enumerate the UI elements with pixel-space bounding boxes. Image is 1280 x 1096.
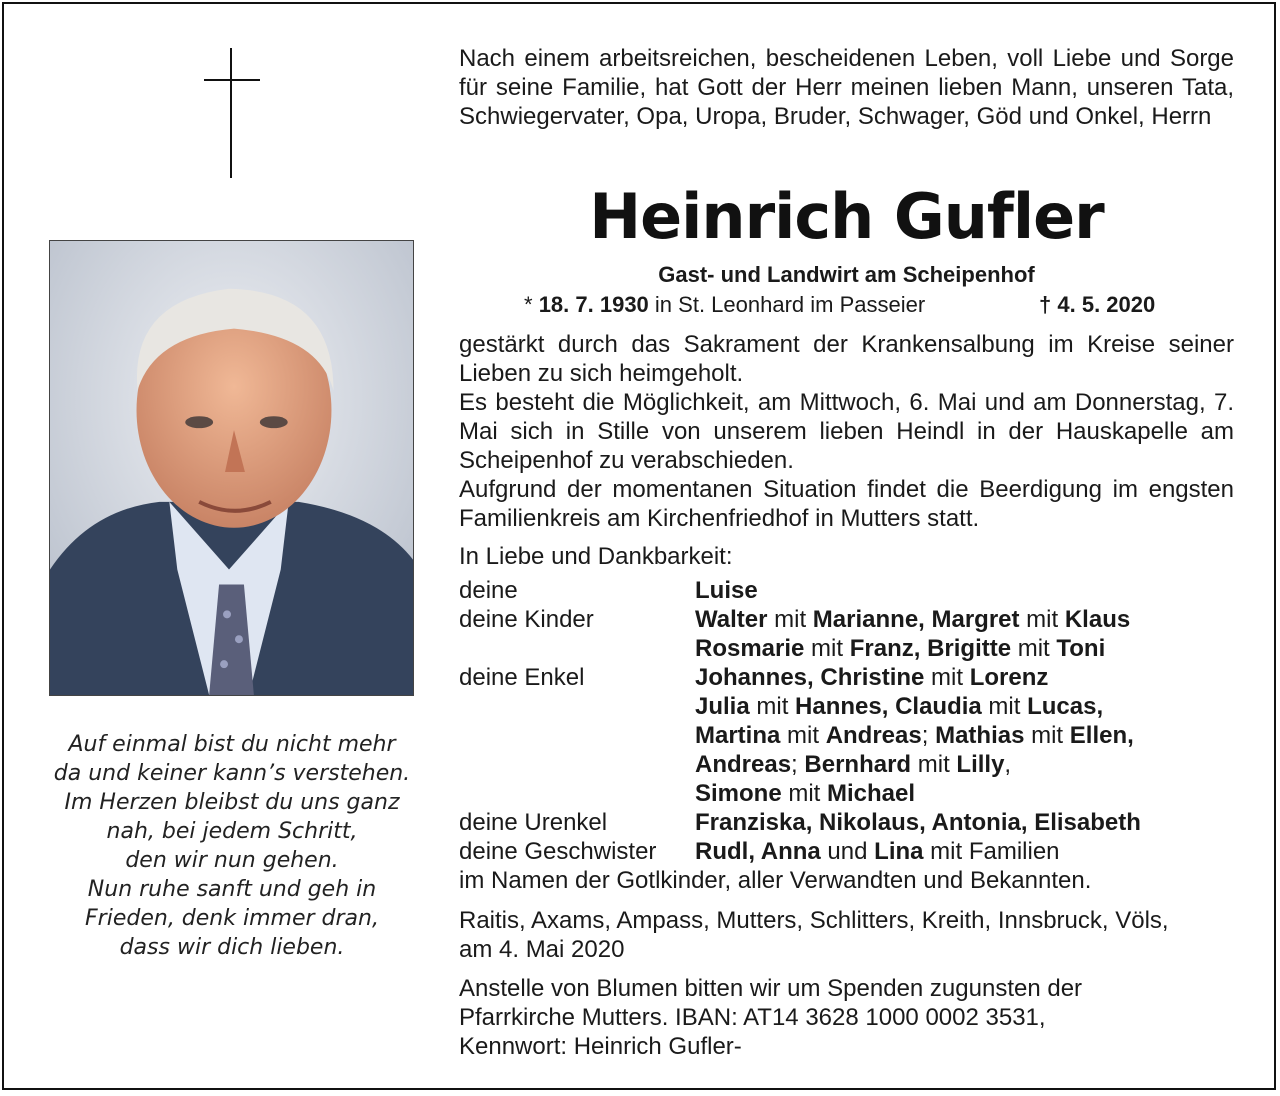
relative-names	[695, 692, 1103, 721]
cross-icon	[204, 48, 260, 178]
relative-name: Michael	[827, 780, 916, 807]
connector-text: mit	[780, 722, 826, 749]
body-paragraph: Es besteht die Möglichkeit, am Mittwoch, 6. Mai und am Donnerstag, 7. Mai sich in Stille von unserem lieben Heindl in der Hauskapelle am Scheipenhof zu verabschieden.	[459, 389, 1234, 474]
on-behalf-line: im Namen der Gotlkinder, aller Verwandten und Bekannten.	[459, 867, 1092, 894]
family-row	[459, 605, 1234, 634]
connector-text: mit	[911, 751, 957, 778]
relative-name: Julia	[695, 693, 750, 720]
family-rows	[459, 576, 1234, 866]
relative-names	[695, 837, 1060, 866]
deceased-name: Heinrich Gufler	[589, 180, 1104, 253]
family-row	[459, 721, 1234, 750]
family-row	[459, 692, 1234, 721]
birth-symbol: *	[524, 292, 533, 317]
life-dates	[459, 290, 1234, 319]
relation-label: deine Enkel	[459, 664, 585, 691]
relative-names	[695, 663, 1048, 692]
donation-note	[459, 974, 1234, 1061]
family-row	[459, 808, 1234, 837]
occupation: Gast- und Landwirt am Scheipenhof	[658, 262, 1035, 287]
family-row	[459, 576, 1234, 605]
connector-text: mit	[1011, 635, 1057, 662]
poem-line: da und keiner kann’s verstehen.	[53, 761, 411, 786]
death-symbol: †	[1039, 292, 1052, 317]
relative-name: Lilly	[956, 751, 1005, 778]
relation-label: deine Geschwister	[459, 838, 657, 865]
relative-names	[695, 721, 1134, 750]
relative-name: Toni	[1056, 635, 1106, 662]
relative-name: Klaus	[1064, 606, 1131, 633]
birth-place: in St. Leonhard im Passeier	[654, 292, 926, 317]
poem-line: Im Herzen bleibst du uns ganz	[64, 790, 400, 815]
body-paragraph: gestärkt durch das Sakrament der Krankensalbung im Kreise seiner Lieben zu sich heimgeholt.	[459, 331, 1234, 387]
family-row	[459, 663, 1234, 692]
announcement-body	[459, 330, 1234, 533]
gratitude-line: In Liebe und Dankbarkeit:	[459, 543, 733, 570]
relative-name: Rudl, Anna	[695, 838, 821, 865]
relative-name: Hannes, Claudia	[795, 693, 982, 720]
poem-line: den wir nun gehen.	[125, 848, 339, 873]
relative-name: Lina	[874, 838, 924, 865]
birth-date: 18. 7. 1930	[538, 292, 649, 317]
relation-label: deine	[459, 577, 518, 604]
obituary-notice	[2, 2, 1276, 1090]
portrait-illustration	[50, 241, 413, 695]
poem-line: Frieden, denk immer dran,	[85, 906, 379, 931]
poem-line: Auf einmal bist du nicht mehr	[68, 732, 396, 757]
relative-name: Rosmarie	[695, 635, 805, 662]
relative-name: Simone	[695, 780, 782, 807]
death-date: 4. 5. 2020	[1057, 292, 1156, 317]
intro-text: Nach einem arbeitsreichen, bescheidenen Leben, voll Liebe und Sorge für seine Familie, hat Gott der Herr meinen lieben Mann, unseren Tata, Schwiegervater, Opa, Uropa, Bruder, Schwager, Göd und Onkel, Herrn	[459, 45, 1234, 130]
connector-text: ,	[1004, 751, 1012, 778]
connector-text: ;	[791, 751, 805, 778]
relative-name: Mathias	[935, 722, 1025, 749]
family-row	[459, 634, 1234, 663]
connector-text: mit	[1024, 722, 1070, 749]
death-info	[1039, 290, 1155, 319]
connector-text: mit	[804, 635, 850, 662]
relative-names	[695, 750, 1011, 779]
places-and-date	[459, 906, 1234, 964]
connector-text: mit	[767, 606, 813, 633]
places-line: Raitis, Axams, Ampass, Mutters, Schlitters, Kreith, Innsbruck, Völs,	[459, 907, 1169, 934]
connector-text: und	[820, 838, 875, 865]
connector-text: mit	[749, 693, 796, 720]
connector-text: mit	[981, 693, 1028, 720]
connector-text: ;	[921, 722, 936, 749]
relative-names	[695, 605, 1130, 634]
body-paragraph: Aufgrund der momentanen Situation findet die Beerdigung im engsten Familienkreis am Kirchenfriedhof in Mutters statt.	[459, 476, 1234, 532]
relative-name: Franz, Brigitte	[849, 635, 1012, 662]
poem-line: Nun ruhe sanft und geh in	[87, 877, 377, 902]
relative-name: Luise	[695, 577, 758, 604]
donation-line: Pfarrkirche Mutters. IBAN: AT14 3628 1000 0002 3531,	[459, 1004, 1046, 1031]
relative-name: Walter	[695, 606, 768, 633]
relative-name: Ellen,	[1069, 722, 1134, 749]
family-row	[459, 837, 1234, 866]
poem-line: dass wir dich lieben.	[119, 935, 345, 960]
family-row	[459, 779, 1234, 808]
relative-names	[695, 634, 1105, 663]
relative-name: Andreas	[695, 751, 792, 778]
relative-name: Marianne, Margret	[812, 606, 1020, 633]
relation-label: deine Urenkel	[459, 809, 608, 836]
connector-text: mit	[1019, 606, 1065, 633]
relation-label: deine Kinder	[459, 606, 594, 633]
relative-names	[695, 576, 758, 605]
poem-line: nah, bei jedem Schritt,	[106, 819, 358, 844]
birth-info	[524, 290, 925, 319]
relative-name: Johannes, Christine	[695, 664, 925, 691]
relative-name: Lucas,	[1027, 693, 1104, 720]
relative-names	[695, 779, 915, 808]
portrait-photo	[49, 240, 414, 696]
relative-names	[695, 808, 1141, 837]
connector-text: mit	[924, 664, 970, 691]
relative-name: Bernhard	[804, 751, 912, 778]
relative-name: Franziska, Nikolaus, Antonia, Elisabeth	[695, 809, 1141, 836]
relative-name: Martina	[695, 722, 781, 749]
relative-name: Andreas	[825, 722, 922, 749]
connector-text: mit Familien	[923, 838, 1060, 865]
date-line: am 4. Mai 2020	[459, 936, 625, 963]
family-list	[459, 576, 1234, 895]
donation-line: Anstelle von Blumen bitten wir um Spenden zugunsten der	[459, 975, 1083, 1002]
memorial-poem	[24, 730, 440, 962]
donation-line: Kennwort: Heinrich Gufler-	[459, 1033, 742, 1060]
relative-name: Lorenz	[969, 664, 1049, 691]
connector-text: mit	[781, 780, 828, 807]
family-row	[459, 750, 1234, 779]
